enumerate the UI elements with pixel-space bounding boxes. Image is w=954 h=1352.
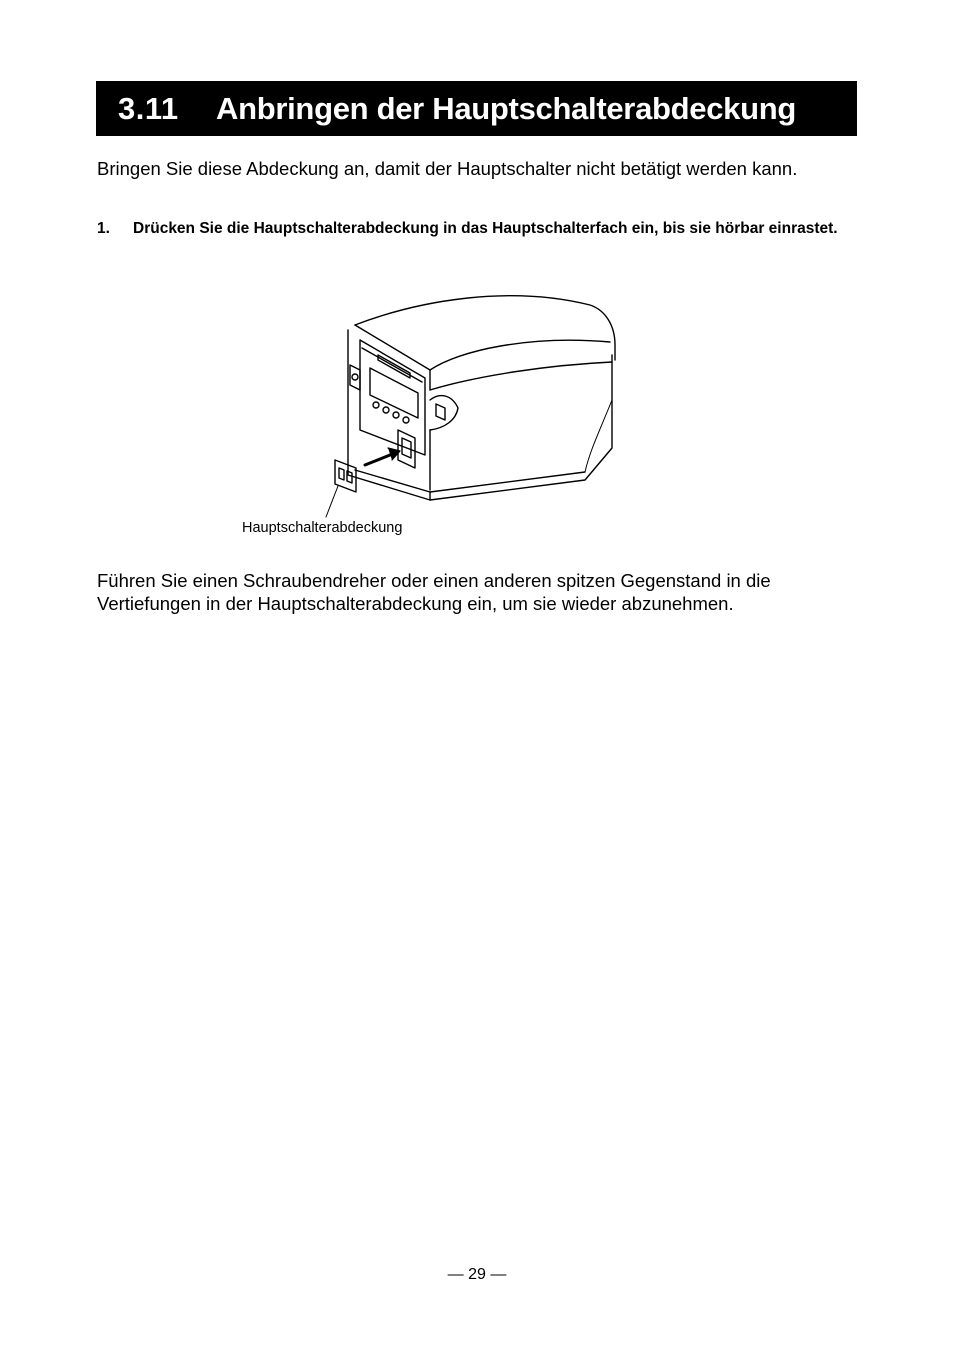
section-title: Anbringen der Hauptschalterabdeckung — [216, 90, 797, 126]
step-item — [97, 218, 867, 239]
figure-label: Hauptschalterabdeckung — [242, 520, 403, 536]
page-number: — 29 — — [447, 1266, 507, 1283]
step-text: Drücken Sie die Hauptschalterabdeckung in das Hauptschalterfach ein, bis sie hörbar einrastet. — [133, 220, 838, 237]
section-number: 3.11 — [118, 90, 179, 126]
outro-paragraph: Führen Sie einen Schraubendreher oder einen anderen spitzen Gegenstand in die Vertiefungen in der Hauptschalterabdeckung ein, um sie wieder abzunehmen. — [97, 570, 771, 614]
printer-illustration — [230, 280, 650, 520]
intro-paragraph: Bringen Sie diese Abdeckung an, damit der Hauptschalter nicht betätigt werden kann. — [97, 158, 798, 179]
step-number: 1. — [97, 220, 110, 237]
section-title-bar — [96, 81, 857, 136]
